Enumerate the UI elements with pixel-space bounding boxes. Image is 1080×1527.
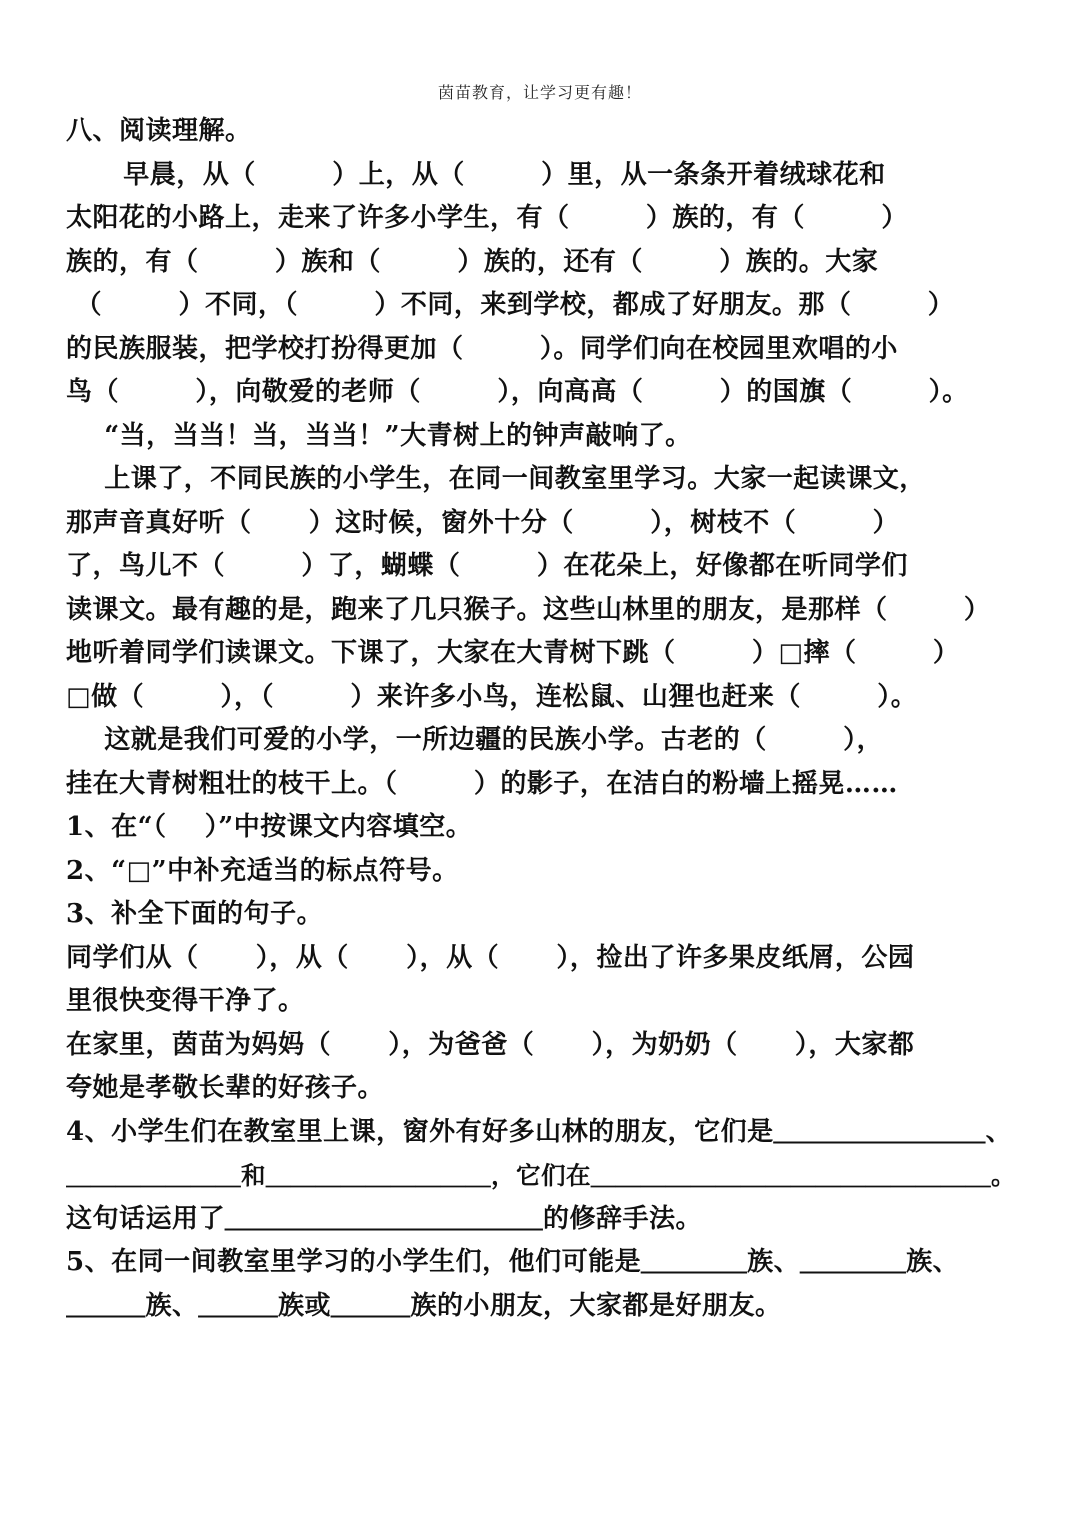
passage-line: 族的，有（ ）族和（ ）族的，还有（ ）族的。大家 (66, 246, 879, 277)
question-5: 5、在同一间教室里学习的小学生们，他们可能是＿＿＿＿族、＿＿＿＿族、 (66, 1247, 960, 1277)
passage-line: □做（ ），（ ）来许多小鸟，连松鼠、山狸也赶来（ ）。 (66, 681, 918, 712)
passage-line: 了，鸟儿不（ ）了，蝴蝶（ ）在花朵上，好像都在听同学们 (66, 551, 908, 581)
question-1: 1、在“（ ）”中按课文内容填空。 (66, 812, 473, 842)
question-4: 4、小学生们在教室里上课，窗外有好多山林的朋友，它们是＿＿＿＿＿＿＿＿、 (66, 1116, 1013, 1147)
question-3-sentence: 同学们从（ ），从（ ），从（ ），捡出了许多果皮纸屑，公园 (66, 942, 915, 973)
passage-line: 鸟（ ），向敬爱的老师（ ），向高高（ ）的国旗（ ）。 (66, 377, 969, 407)
question-4: 这句话运用了＿＿＿＿＿＿＿＿＿＿＿＿的修辞手法。 (66, 1203, 703, 1234)
question-2: 2、“□”中补充适当的标点符号。 (66, 855, 459, 886)
passage-line: 挂在大青树粗壮的枝干上。（ ）的影子，在洁白的粉墙上摇晃…… (66, 768, 898, 799)
passage-line: （ ）不同，（ ）不同，来到学校，都成了好朋友。那（ ） (66, 290, 955, 320)
passage-line: 地听着同学们读课文。下课了，大家在大青树下跳（ ）□摔（ ） (66, 638, 960, 668)
passage-line: 读课文。最有趣的是，跑来了几只猴子。这些山林里的朋友，是那样（ ） (66, 594, 991, 625)
passage-line: “当，当当！当，当当！”大青树上的钟声敲响了。 (66, 420, 692, 451)
passage-line: 早晨，从（ ）上，从（ ）里，从一条条开着绒球花和 (66, 159, 886, 190)
question-3: 3、补全下面的句子。 (66, 899, 324, 929)
passage-line: 上课了，不同民族的小学生，在同一间教室里学习。大家一起读课文， (66, 464, 926, 494)
passage-line: 那声音真好听（ ）这时候，窗外十分（ ），树枝不（ ） (66, 507, 900, 538)
passage-line: 这就是我们可爱的小学，一所边疆的民族小学。古老的（ ）， (66, 725, 884, 755)
question-3-sentence: 里很快变得干净了。 (66, 986, 305, 1016)
passage-line: 的民族服装，把学校打扮得更加（ ）。同学们向在校园里欢唱的小 (66, 333, 898, 364)
reading-comprehension-section (66, 110, 1018, 1328)
question-5: ＿＿＿族、＿＿＿族或＿＿＿族的小朋友，大家都是好朋友。 (66, 1290, 782, 1321)
question-3-sentence: 夸她是孝敬长辈的好孩子。 (66, 1073, 385, 1103)
question-3-sentence: 在家里，茵苗为妈妈（ ），为爸爸（ ），为奶奶（ ），大家都 (66, 1029, 915, 1060)
passage-line: 太阳花的小路上，走来了许多小学生，有（ ）族的，有（ ） (66, 203, 908, 233)
question-4: ＿＿＿＿＿＿＿和＿＿＿＿＿＿＿＿＿，它们在＿＿＿＿＿＿＿＿＿＿＿＿＿＿＿＿。 (66, 1161, 1016, 1190)
section-title: 八、阅读理解。 (66, 116, 252, 146)
page-header: 茵苗教育，让学习更有趣！ (437, 83, 642, 102)
